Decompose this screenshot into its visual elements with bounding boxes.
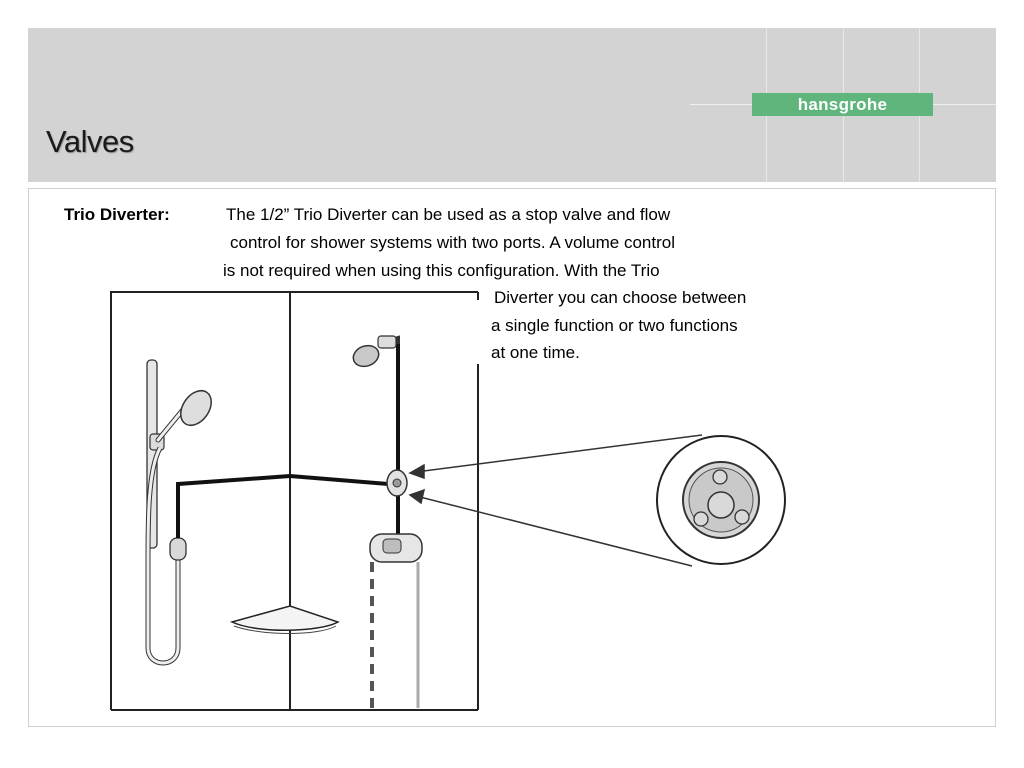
description-line-4: Diverter you can choose between — [494, 288, 747, 307]
hand-shower-icon — [147, 360, 218, 663]
trio-diverter-valve-icon — [387, 470, 407, 496]
plumbing-pipe-icon — [178, 344, 398, 538]
corner-shelf-icon — [232, 606, 338, 634]
thermostatic-valve-icon — [370, 534, 422, 562]
shower-head-icon — [350, 336, 398, 370]
description-line-3: is not required when using this configuration. With the Trio — [223, 261, 660, 280]
shower-enclosure-icon — [111, 292, 478, 710]
hansgrohe-logo: hansgrohe — [752, 93, 933, 116]
description-line-1: The 1/2” Trio Diverter can be used as a stop valve and flow — [226, 205, 671, 224]
trio-diverter-label: Trio Diverter: — [64, 205, 170, 224]
supply-pipe-icon — [372, 562, 418, 708]
description-line-5: a single function or two functions — [491, 316, 738, 335]
page-title: Valves — [46, 124, 134, 159]
zoom-callout-icon — [657, 436, 785, 564]
description-line-2: control for shower systems with two ports. A volume control — [230, 233, 676, 252]
description-line-6: at one time. — [491, 343, 580, 362]
